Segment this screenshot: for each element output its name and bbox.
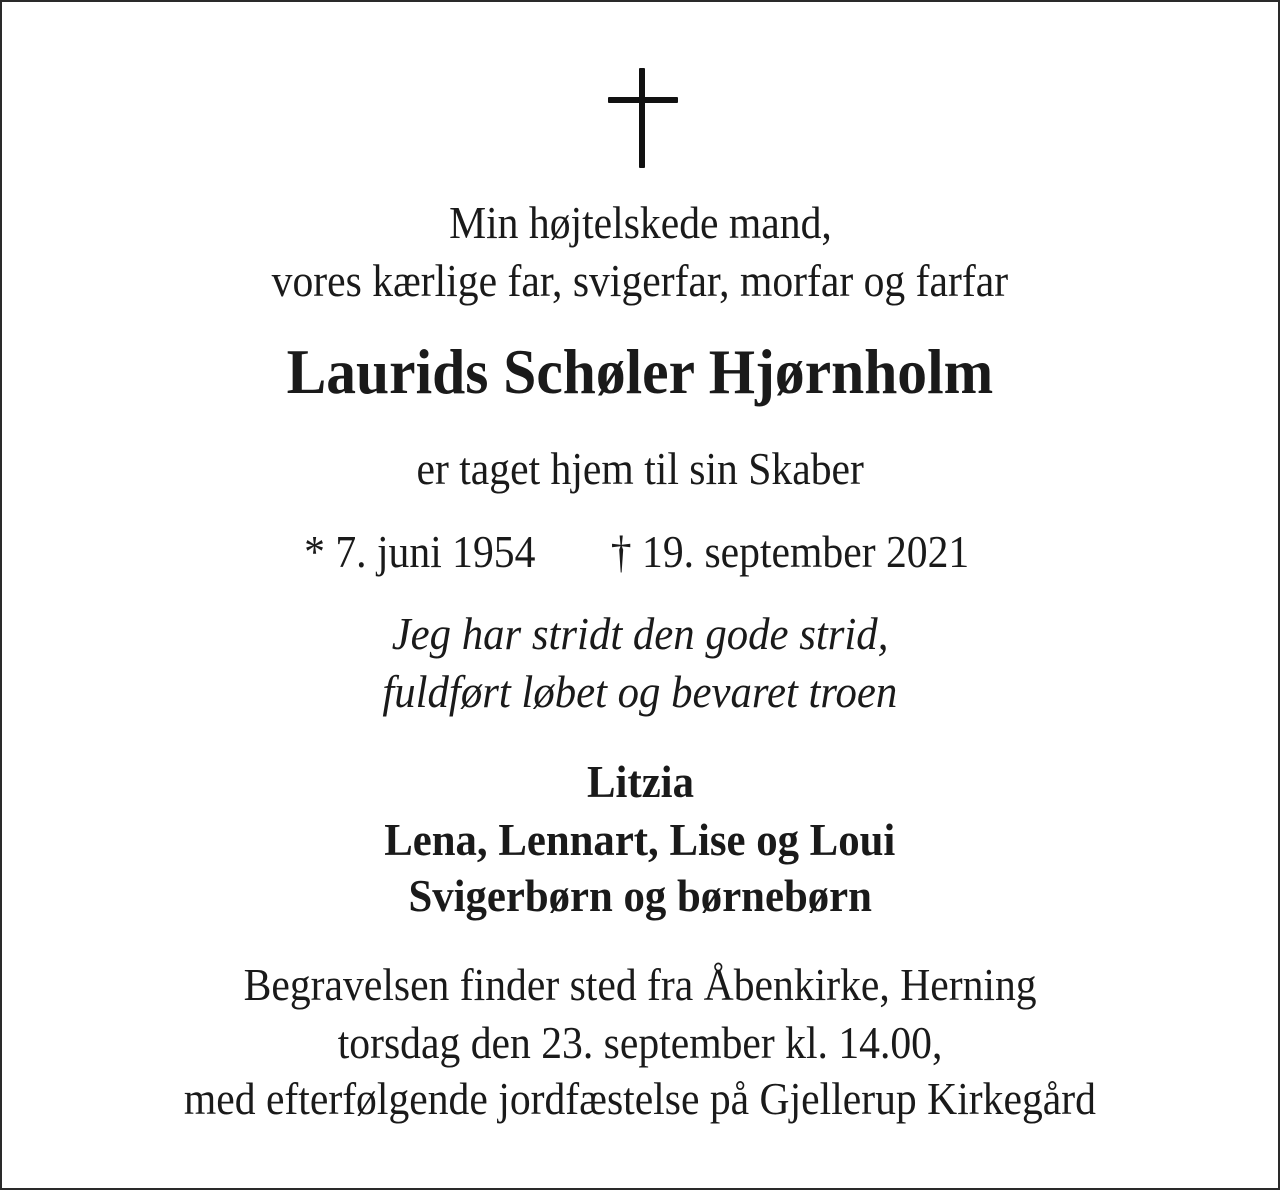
- intro-line-2: [2, 255, 1278, 306]
- verse-line-2: [2, 666, 1278, 717]
- funeral-line-3: [2, 1073, 1278, 1124]
- verse-text-2: fuldført løbet og bevaret troen: [382, 666, 898, 717]
- funeral-line-2: [2, 1017, 1278, 1068]
- mourner-children: Lena, Lennart, Lise og Loui: [384, 814, 896, 865]
- burial-location: med efterfølgende jordfæstelse på Gjellerup Kirkegård: [183, 1073, 1097, 1124]
- cross-horizontal-bar: [608, 97, 678, 103]
- funeral-location: Begravelsen finder sted fra Åbenkirke, Herning: [243, 959, 1037, 1010]
- intro-text-2: vores kærlige far, svigerfar, morfar og farfar: [271, 255, 1009, 306]
- dates-line: [2, 526, 1278, 577]
- deceased-name-text: Laurids Schøler Hjørnholm: [286, 336, 994, 407]
- mourners-line-1: [2, 756, 1278, 807]
- funeral-line-1: [2, 959, 1278, 1010]
- mourners-line-2: [2, 814, 1278, 865]
- intro-text-1: Min højtelskede mand,: [448, 197, 832, 248]
- cross-icon: [608, 68, 678, 168]
- verse-text-1: Jeg har stridt den gode strid,: [391, 608, 889, 659]
- mourner-grandchildren: Svigerbørn og børnebørn: [408, 870, 872, 921]
- intro-line-1: [2, 197, 1278, 248]
- funeral-datetime: torsdag den 23. september kl. 14.00,: [337, 1017, 943, 1068]
- deceased-name: [2, 336, 1278, 407]
- mourner-spouse: Litzia: [586, 756, 694, 807]
- subtitle-text: er taget hjem til sin Skaber: [416, 443, 864, 494]
- verse-line-1: [2, 608, 1278, 659]
- birth-date: * 7. juni 1954: [304, 526, 536, 577]
- cross-vertical-bar: [639, 68, 645, 168]
- death-date: † 19. september 2021: [610, 526, 969, 577]
- subtitle-line: [2, 443, 1278, 494]
- mourners-line-3: [2, 870, 1278, 921]
